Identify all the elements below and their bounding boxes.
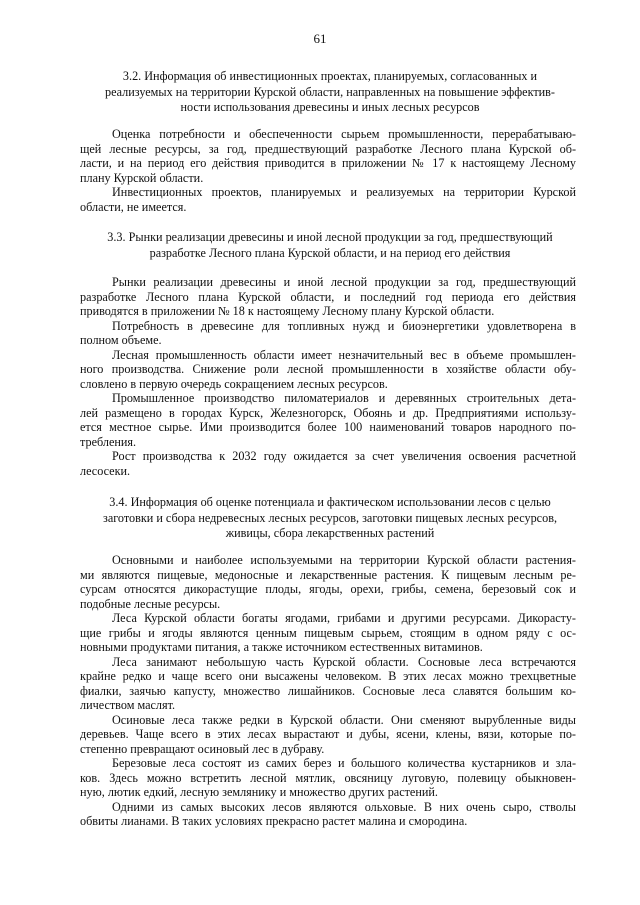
paragraph-line: ется местное сырье. Ими производится более 100 наименований товаров народного по- <box>80 420 576 434</box>
paragraph-line: сурсам относятся дикорастущие плоды, ягоды, орехи, грибы, семена, березовый сок и <box>80 582 576 596</box>
paragraph-line: области, не имеется. <box>80 199 187 214</box>
section-3-3-body <box>80 275 576 478</box>
paragraph-line: Леса занимают небольшую часть Курской области. Сосновые леса встречаются <box>112 654 576 669</box>
paragraph-line: подобные лесные ресурсы. <box>80 596 221 611</box>
paragraph-line: Березовые леса состоят из самих берез и большого количества кустарников и зла- <box>112 756 576 770</box>
paragraph-line: приводятся в приложении № 18 к настоящему Лесному плану Курской области. <box>80 304 495 318</box>
paragraph-line: Потребность в древесине для топливных нужд и биоэнергетики удовлетворена в <box>112 318 576 333</box>
paragraph-line: Промышленное производство пиломатериалов и деревянных строительных дета- <box>112 391 576 405</box>
paragraph-line: ного производства. Снижение роли лесной промышленности в хозяйстве области обу- <box>80 362 576 376</box>
paragraph-line: деревьев. Чаще всего в этих лесах вырастают и дубы, ясени, клены, вязи, которые по- <box>80 727 576 741</box>
section-3-2-body <box>80 127 576 214</box>
paragraph-line: Рост производства к 2032 году ожидается за счет увеличения освоения расчетной <box>112 449 576 463</box>
paragraph-line: ласти, и на период его действия приводится в приложении № 17 к настоящему Лесному <box>80 156 576 170</box>
paragraph-line: разработке Лесного плана Курской области, и последний год периода его действия <box>80 289 576 304</box>
paragraph-line: требления. <box>80 434 137 449</box>
paragraph-line: щие грибы и ягоды являются ценным пищевым сырьем, стоящим в одном ряду с ос- <box>80 625 576 640</box>
paragraph-line: Осиновые леса также редки в Курской области. Они сменяют вырубленные виды <box>112 712 576 727</box>
paragraph-line: фиалки, заячью капусту, множество лишайников. Сосновые леса славятся большим ко- <box>80 683 576 698</box>
paragraph-line: личеством маслят. <box>80 698 176 712</box>
paragraph-line: Леса Курской области богаты ягодами, грибами и другими ресурсами. Дикорасту- <box>112 611 576 625</box>
paragraph-line: полном объеме. <box>80 333 162 347</box>
paragraph-line: крайне редко и чаще всего они высажены человеком. В этих лесах можно трехцветные <box>80 669 576 683</box>
page-number: 61 <box>313 31 327 46</box>
paragraph-line: Лесная промышленность области имеет незначительный вес в объеме промышлен- <box>112 347 576 362</box>
paragraph-line: обвиты лианами. В таких условиях прекрасно растет малина и смородина. <box>80 814 468 828</box>
paragraph-line: лей размещено в городах Курск, Железногорск, Обоянь и др. Предприятиями использу- <box>80 405 576 420</box>
paragraph-line: плану Курской области. <box>80 170 204 185</box>
paragraph-line: щей лесные ресурсы, за год, предшествующий разработке Лесного плана Курской об- <box>80 141 576 156</box>
paragraph-line: новными продуктами питания, а также источником естественных витаминов. <box>80 640 483 654</box>
section-3-3-heading: 3.3. Рынки реализации древесины и иной лесной продукции за год, предшествующий разработке Лесного плана Курской области, и на период его действия <box>107 230 553 260</box>
paragraph-line: Инвестиционных проектов, планируемых и реализуемых на территории Курской <box>112 185 576 199</box>
section-3-2-heading: 3.2. Информация об инвестиционных проектах, планируемых, согласованных и реализуемых на территории Курской области, направленных на повышение эффектив- ности использования древесины и иных лесных ресурсов <box>105 69 555 114</box>
paragraph-line: ми являются пищевые, медоносные и лекарственные растения. К пищевым лесным ре- <box>80 567 576 582</box>
paragraph-line: Основными и наиболее используемыми на территории Курской области растения- <box>112 553 576 567</box>
section-3-4-body <box>80 553 576 829</box>
paragraph-line: Рынки реализации древесины и иной лесной продукции за год, предшествующий <box>112 275 576 289</box>
paragraph-line: лесосеки. <box>80 463 131 478</box>
paragraph-line: степенно превращают осиновый лес в дубраву. <box>80 741 325 756</box>
paragraph-line: Оценка потребности и обеспеченности сырьем промышленности, перерабатываю- <box>112 127 576 141</box>
paragraph-line: Одними из самых высоких лесов являются ольховые. В них очень сыро, стволы <box>112 799 576 814</box>
paragraph-line: ков. Здесь можно встретить лесной мятлик, овсяницу луговую, полевицу обыкновен- <box>80 770 576 785</box>
paragraph-line: словлено в первую очередь сокращением лесных ресурсов. <box>80 376 388 391</box>
paragraph-line: ную, лютик едкий, лесную землянику и множество других растений. <box>80 785 438 799</box>
section-3-4-heading: 3.4. Информация об оценке потенциала и фактическом использовании лесов с целью заготовки и сбора недревесных лесных ресурсов, заготовки пищевых лесных ресурсов, живицы, сбора лекарственных растений <box>103 495 557 540</box>
